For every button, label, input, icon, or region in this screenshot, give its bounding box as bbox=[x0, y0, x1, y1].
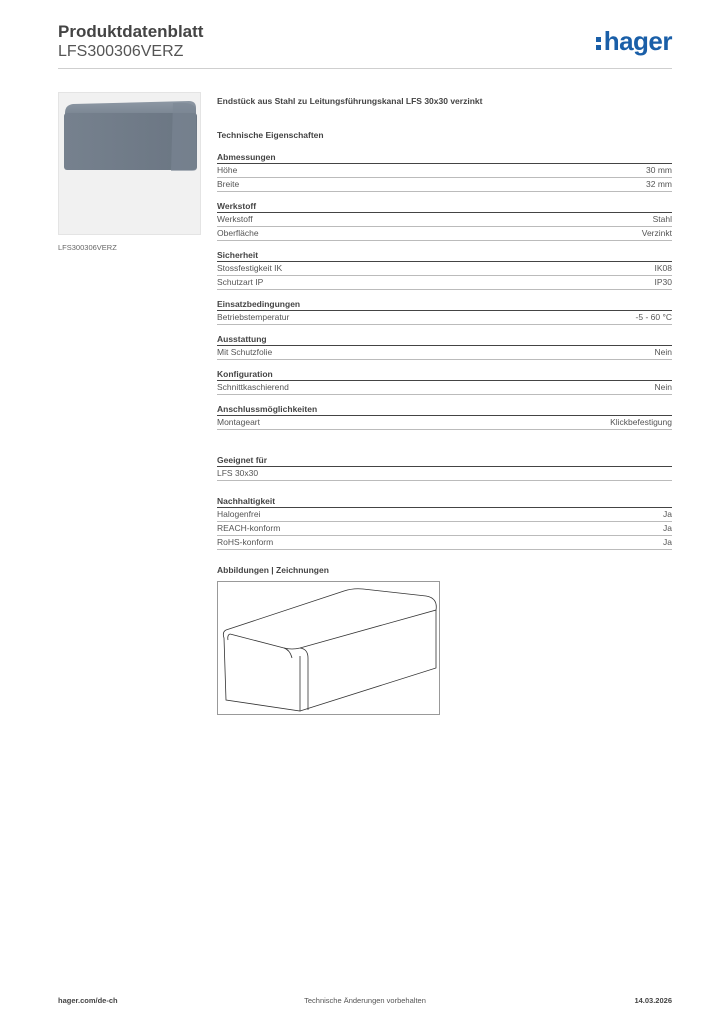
product-photo bbox=[58, 92, 201, 235]
group-title: Konfiguration bbox=[217, 369, 672, 381]
spec-value: 30 mm bbox=[646, 165, 672, 175]
spec-group bbox=[217, 250, 672, 290]
spec-group bbox=[217, 334, 672, 360]
group-title: Geeignet für bbox=[217, 455, 672, 467]
product-code: LFS300306VERZ bbox=[58, 43, 184, 60]
footer-date: 14.03.2026 bbox=[634, 996, 672, 1005]
spec-row bbox=[217, 522, 672, 536]
group-title: Anschlussmöglichkeiten bbox=[217, 404, 672, 416]
end-cap-photo-icon bbox=[59, 93, 202, 236]
spec-row bbox=[217, 213, 672, 227]
footer-website: hager.com/de-ch bbox=[58, 996, 118, 1005]
tech-groups bbox=[217, 152, 672, 430]
spec-group bbox=[217, 404, 672, 430]
spec-label: Schutzart IP bbox=[217, 277, 264, 287]
spec-row bbox=[217, 381, 672, 395]
logo-dots-icon bbox=[596, 32, 602, 52]
group-title: Einsatzbedingungen bbox=[217, 299, 672, 311]
spec-row bbox=[217, 536, 672, 550]
group-title: Werkstoff bbox=[217, 201, 672, 213]
end-cap-drawing-icon bbox=[218, 582, 439, 714]
spec-label: Breite bbox=[217, 179, 240, 189]
tech-properties-title: Technische Eigenschaften bbox=[217, 130, 324, 140]
spec-label: Montageart bbox=[217, 417, 260, 427]
spec-group bbox=[217, 201, 672, 241]
spec-group bbox=[217, 299, 672, 325]
spec-value: Klickbefestigung bbox=[610, 417, 672, 427]
logo-text: hager bbox=[603, 26, 672, 56]
spec-value: Stahl bbox=[652, 214, 672, 224]
suitable-group bbox=[217, 455, 672, 481]
spec-label: Stossfestigkeit IK bbox=[217, 263, 283, 273]
spec-group bbox=[217, 152, 672, 192]
spec-label: Oberfläche bbox=[217, 228, 259, 238]
spec-value: 32 mm bbox=[646, 179, 672, 189]
spec-row bbox=[217, 416, 672, 430]
group-title: Sicherheit bbox=[217, 250, 672, 262]
page-header bbox=[58, 22, 672, 70]
hager-logo bbox=[596, 26, 672, 57]
group-title: Abmessungen bbox=[217, 152, 672, 164]
page-footer bbox=[58, 996, 672, 1010]
spec-row bbox=[217, 311, 672, 325]
page-title: Produktdatenblatt bbox=[58, 22, 204, 41]
group-title: Ausstattung bbox=[217, 334, 672, 346]
spec-row bbox=[217, 467, 672, 481]
product-description: Endstück aus Stahl zu Leitungsführungskanal LFS 30x30 verzinkt bbox=[217, 96, 483, 106]
spec-label: Höhe bbox=[217, 165, 238, 175]
spec-label: REACH-konform bbox=[217, 523, 281, 533]
spec-label: Mit Schutzfolie bbox=[217, 347, 273, 357]
spec-row bbox=[217, 276, 672, 290]
spec-label: Betriebstemperatur bbox=[217, 312, 290, 322]
spec-value: IP30 bbox=[654, 277, 672, 287]
spec-row bbox=[217, 178, 672, 192]
spec-row bbox=[217, 262, 672, 276]
photo-caption: LFS300306VERZ bbox=[58, 243, 117, 252]
group-title: Nachhaltigkeit bbox=[217, 496, 672, 508]
spec-row bbox=[217, 227, 672, 241]
spec-row bbox=[217, 508, 672, 522]
spec-row bbox=[217, 164, 672, 178]
spec-label: LFS 30x30 bbox=[217, 468, 259, 478]
header-divider bbox=[58, 68, 672, 69]
spec-value: -5 - 60 °C bbox=[635, 312, 672, 322]
spec-value: IK08 bbox=[654, 263, 672, 273]
spec-group bbox=[217, 369, 672, 395]
spec-row bbox=[217, 346, 672, 360]
spec-value: Nein bbox=[654, 382, 672, 392]
sustainability-group bbox=[217, 496, 672, 550]
spec-label: RoHS-konform bbox=[217, 537, 274, 547]
drawings-title: Abbildungen | Zeichnungen bbox=[217, 565, 329, 575]
spec-value: Ja bbox=[663, 537, 672, 547]
spec-value: Nein bbox=[654, 347, 672, 357]
main-content bbox=[217, 96, 672, 715]
spec-label: Werkstoff bbox=[217, 214, 253, 224]
technical-drawing bbox=[217, 581, 440, 715]
spec-value: Ja bbox=[663, 523, 672, 533]
spec-value: Ja bbox=[663, 509, 672, 519]
spec-label: Schnittkaschierend bbox=[217, 382, 289, 392]
spec-value: Verzinkt bbox=[641, 228, 672, 238]
spec-label: Halogenfrei bbox=[217, 509, 261, 519]
footer-note: Technische Änderungen vorbehalten bbox=[304, 996, 426, 1005]
